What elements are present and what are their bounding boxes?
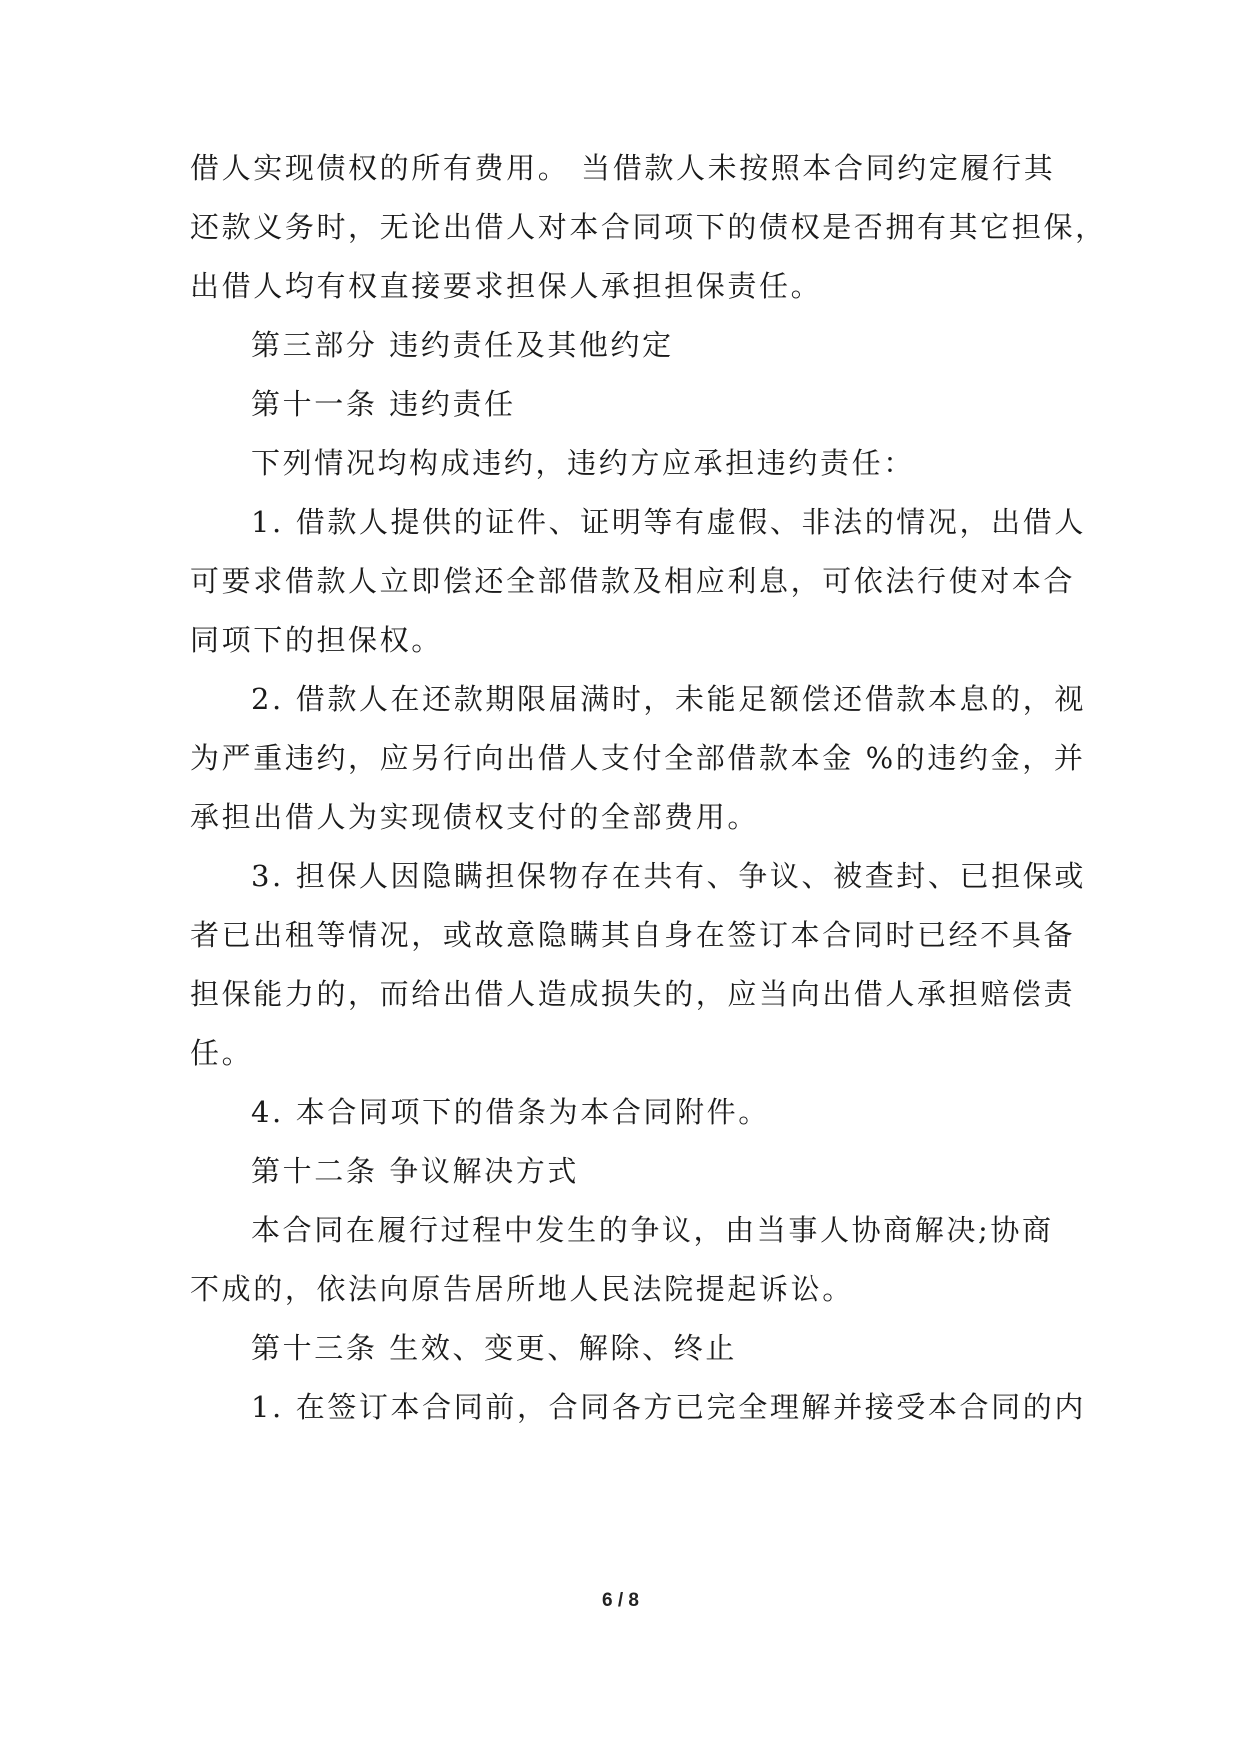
clause-line: 1. 在签订本合同前，合同各方已完全理解并接受本合同的内 <box>251 1390 1086 1424</box>
body-line: 还款义务时，无论出借人对本合同项下的债权是否拥有其它担保， <box>190 210 1107 244</box>
article-heading: 第十一条 违约责任 <box>251 387 516 421</box>
body-line: 承担出借人为实现债权支付的全部费用。 <box>190 800 759 834</box>
body-line: 任。 <box>190 1036 254 1070</box>
clause-line: 3. 担保人因隐瞒担保物存在共有、争议、被查封、已担保或 <box>251 859 1086 893</box>
body-line: 同项下的担保权。 <box>190 623 443 657</box>
clause-line: 4. 本合同项下的借条为本合同附件。 <box>251 1095 770 1129</box>
body-line: 为严重违约，应另行向出借人支付全部借款本金 %的违约金，并 <box>190 741 1086 775</box>
body-line: 者已出租等情况，或故意隐瞒其自身在签订本合同时已经不具备 <box>190 918 1076 952</box>
section-heading: 第三部分 违约责任及其他约定 <box>251 328 674 362</box>
body-line: 可要求借款人立即偿还全部借款及相应利息，可依法行使对本合 <box>190 564 1076 598</box>
body-line: 出借人均有权直接要求担保人承担担保责任。 <box>190 269 823 303</box>
page-number: 6 / 8 <box>602 1590 639 1611</box>
article-heading: 第十三条 生效、变更、解除、终止 <box>251 1331 737 1365</box>
body-line: 本合同在履行过程中发生的争议，由当事人协商解决;协商 <box>251 1213 1054 1247</box>
clause-line: 1. 借款人提供的证件、证明等有虚假、非法的情况，出借人 <box>251 505 1086 539</box>
clause-line: 2. 借款人在还款期限届满时，未能足额偿还借款本息的，视 <box>251 682 1086 716</box>
body-line: 不成的，依法向原告居所地人民法院提起诉讼。 <box>190 1272 854 1306</box>
body-line: 借人实现债权的所有费用。 当借款人未按照本合同约定履行其 <box>190 151 1056 185</box>
body-line: 下列情况均构成违约，违约方应承担违约责任： <box>251 446 915 480</box>
body-line: 担保能力的，而给出借人造成损失的，应当向出借人承担赔偿责 <box>190 977 1076 1011</box>
article-heading: 第十二条 争议解决方式 <box>251 1154 579 1188</box>
